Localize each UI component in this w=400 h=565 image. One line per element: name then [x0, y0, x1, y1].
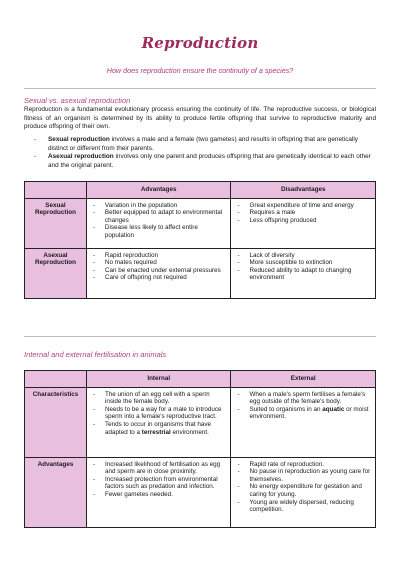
fertilisation-comparison-table	[24, 370, 376, 528]
sexual-advantages-cell	[86, 198, 231, 248]
table-corner-cell	[25, 182, 87, 199]
list-item: - No mates required	[92, 259, 157, 267]
list-item: - Reduced ability to adapt to changing environment	[237, 266, 352, 282]
list-item: - No pause in reproduction as young care for themselves.	[237, 468, 371, 483]
asexual-advantages-cell	[86, 248, 231, 298]
sexual-disadvantages-cell	[231, 198, 376, 248]
list-item: - Needs to be a way for a male to introduce sperm into a female's reproductive tract.	[92, 405, 222, 421]
list-item: - More susceptible to extinction	[237, 259, 333, 267]
asexual-disadvantages-cell	[231, 248, 376, 298]
internal-characteristics-cell	[86, 387, 231, 457]
table-row	[25, 457, 376, 527]
list-item: - Increased likelihood of fertilisation as egg and sperm are in close proximity.	[92, 460, 221, 476]
page-subtitle: How does reproduction ensure the continuity of a species?	[106, 66, 294, 75]
list-item: - Fewer gametes needed.	[92, 490, 173, 498]
reproduction-types-list	[34, 136, 374, 170]
table-corner-cell	[25, 371, 87, 388]
section-heading-sexual-asexual: Sexual vs. asexual reproduction	[24, 96, 131, 105]
list-item: - Asexual reproduction involves only one parent and produces offspring that are genetically identical to each other and the original parent.	[34, 153, 371, 169]
list-item: - The union of an egg cell with a sperm inside the female body.	[92, 390, 210, 406]
list-item: - Variation in the population	[92, 201, 178, 209]
column-header-external: External	[231, 371, 376, 388]
row-header-sexual: Sexual Reproduction	[25, 198, 87, 248]
external-advantages-cell	[231, 457, 376, 527]
row-header-advantages: Advantages	[25, 457, 87, 527]
internal-advantages-cell	[86, 457, 231, 527]
list-item: - No energy expenditure for gestation and caring for young.	[237, 483, 362, 498]
column-header-advantages: Advantages	[86, 182, 231, 199]
table-row	[25, 387, 376, 457]
divider	[24, 88, 376, 89]
table-row	[25, 248, 376, 298]
intro-paragraph: Reproduction is a fundamental evolutionary process ensuring the continuity of life. The reproductive success, or biological fitness of an organism is determined by its ability to produce fertile offspring that survive to reproductive maturity and produce offspring of their own.	[24, 106, 376, 131]
list-item: - Increased protection from environmental factors such as predation and infection.	[92, 475, 218, 491]
list-item: - Disease less likely to affect entire population	[92, 224, 198, 239]
list-item: - Sexual reproduction involves a male and a female (two gametes) and results in offspring that are genetically distinct or different from their parents.	[34, 136, 358, 152]
divider	[24, 336, 376, 337]
table-row	[25, 198, 376, 248]
list-item: - Requires a male	[237, 209, 296, 217]
list-item: - Great expenditure of time and energy	[237, 201, 354, 209]
list-item: - When a male's sperm fertilises a female's egg outside of the female's body.	[237, 390, 366, 406]
list-item: - Care of offspring not required	[92, 274, 187, 282]
table-header-row	[25, 182, 376, 199]
list-item: - Better equipped to adapt to environmental changes	[92, 209, 223, 224]
page-title: Reproduction	[141, 34, 259, 52]
list-item: - Lack of diversity	[237, 251, 295, 259]
list-item: - Can be enacted under external pressures	[92, 266, 221, 274]
section-heading-fertilisation: Internal and external fertilisation in animals	[24, 350, 167, 359]
row-header-characteristics: Characteristics	[25, 387, 87, 457]
row-header-asexual: Asexual Reproduction	[25, 248, 87, 298]
list-item: - Rapid reproduction	[92, 251, 159, 259]
column-header-internal: Internal	[86, 371, 231, 388]
list-item: - Young are widely dispersed, reducing competition.	[237, 498, 354, 514]
column-header-disadvantages: Disadvantages	[231, 182, 376, 199]
list-item: - Tends to occur in organisms that have adapted to a terrestrial environment.	[92, 420, 212, 436]
list-item: - Suited to organisms in an aquatic or moist environment.	[237, 405, 369, 421]
list-item: - Less offspring produced	[237, 216, 317, 224]
list-item: - Rapid rate of reproduction.	[237, 460, 325, 468]
reproduction-comparison-table	[24, 181, 376, 299]
external-characteristics-cell	[231, 387, 376, 457]
table-header-row	[25, 371, 376, 388]
